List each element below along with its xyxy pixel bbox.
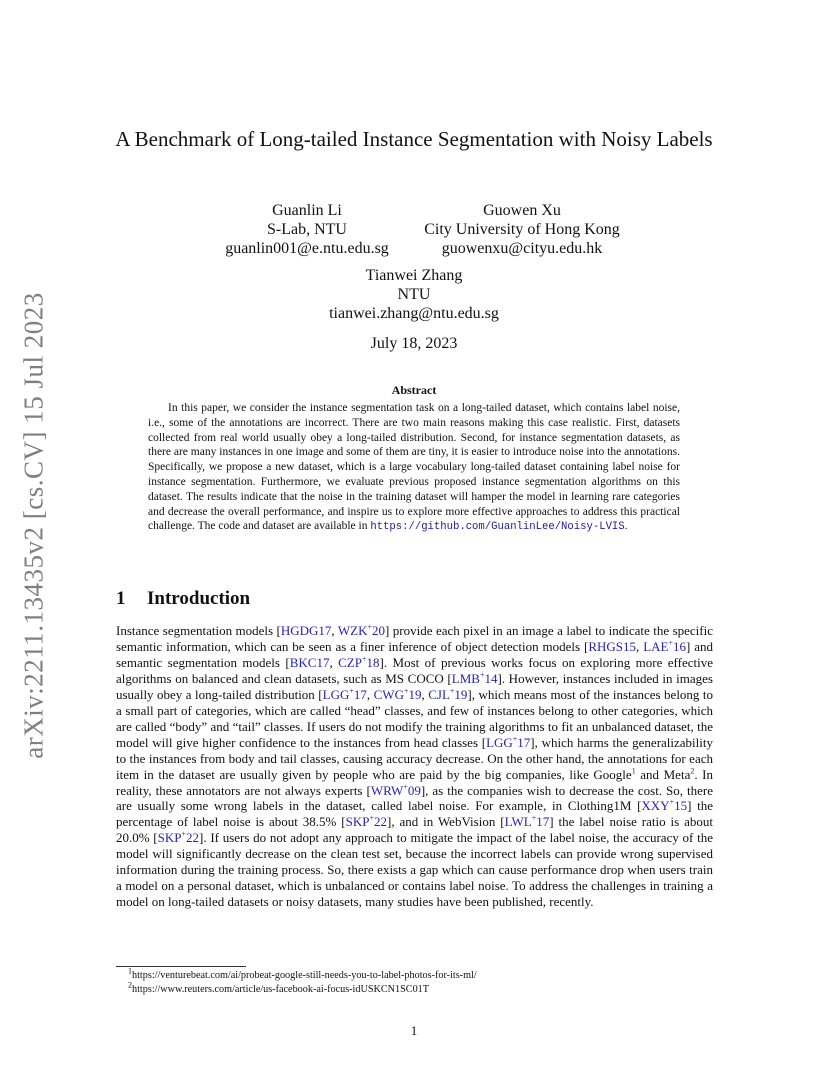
text-run: , <box>331 623 338 638</box>
text-run: ], as the companies wish to decrease the cost. So, there are usually some wrong labels in the dataset, called label noise. For example, in Clothing1M [ <box>116 782 713 814</box>
text-run: ] and semantic segmentation models [ <box>116 638 714 670</box>
citation-link[interactable]: HGDG17 <box>280 623 332 638</box>
text-run: ]. However, instances included in images usually obey a long-tailed distribution [ <box>116 670 713 702</box>
author-affiliation: NTU <box>397 286 431 303</box>
section-heading <box>116 588 250 610</box>
citation-link[interactable]: LGG+17 <box>486 734 531 750</box>
citation-link[interactable]: LAE+16 <box>643 638 686 654</box>
citation-link[interactable]: SKP+22 <box>345 814 387 830</box>
text-run: ]. Most of previous works focus on exploring more effective algorithms on balanced and clean datasets, such as MS COCO [ <box>116 654 714 686</box>
citation-link[interactable]: WRW+09 <box>370 782 421 798</box>
page-number: 1 <box>410 1023 418 1038</box>
abstract-end: . <box>624 520 628 533</box>
introduction-paragraph <box>116 623 713 910</box>
text-run: ]. If users do not adopt any approach to mitigate the impact of the label noise, the accuracy of the model will significantly decrease on the clean test set, because the incorrect labels can provide wrong supervised information during the training process. So, there exists a gap which can cause performance drop when users train a model on a personal dataset, which is unbalanced or contains label noise. To address the challenges in training a model on long-tailed datasets or noisy datasets, many studies have been published, recently. <box>116 830 713 910</box>
paper-title: A Benchmark of Long-tailed Instance Segmentation with Noisy Labels <box>115 127 713 151</box>
section-number: 1 <box>116 588 126 609</box>
author-name: Tianwei Zhang <box>365 267 463 284</box>
citation-link[interactable]: WZK+20 <box>337 622 386 638</box>
citation-link[interactable]: LMB+14 <box>451 670 498 686</box>
citation-link[interactable]: LWL+17 <box>504 814 550 830</box>
arxiv-stamp <box>14 290 54 760</box>
author-block <box>187 201 427 258</box>
author-email: tianwei.zhang@ntu.edu.sg <box>329 305 499 322</box>
citation-link[interactable]: CWG+19 <box>373 686 422 702</box>
text-run: . In reality, these annotators are not always experts [ <box>116 766 713 798</box>
code-link[interactable]: https://github.com/GuanlinLee/Noisy-LVIS <box>370 521 625 534</box>
author-email: guanlin001@e.ntu.edu.sg <box>225 240 389 257</box>
text-run: ], which harms the generalizability to the instances from body and tail classes, causing accuracy decrease. On the other hand, the annotations for each item in the dataset are usually given by people who are paid by the big companies, like Google <box>116 734 713 782</box>
footnote-marker[interactable]: 1 <box>631 766 636 776</box>
author-name: Guowen Xu <box>483 202 561 219</box>
abstract-body <box>148 401 680 535</box>
text-run: ] provide each pixel in an image a label to indicate the specific semantic information, which can be seen as a finer inference of object detection models [ <box>116 623 713 654</box>
footnote-item[interactable]: $^2$https://www.reuters.com/article/us-facebook-ai-focus-idUSKCN1SC01T <box>128 980 429 995</box>
citation-link[interactable]: CJL+19 <box>428 686 468 702</box>
text-run: , <box>329 654 339 670</box>
text-run: and Meta <box>635 766 691 782</box>
citation-link[interactable]: LGG+17 <box>322 686 367 702</box>
publication-date: July 18, 2023 <box>370 335 458 352</box>
citation-link[interactable]: RHGS15 <box>588 638 637 654</box>
text-run: ] the label noise ratio is about 20.0% [ <box>116 814 713 846</box>
author-block <box>400 201 644 258</box>
citation-link[interactable]: XXY+15 <box>641 798 688 814</box>
text-run: ] the percentage of label noise is about 38.5% [ <box>116 798 713 830</box>
text-run: Instance segmentation models [ <box>116 623 281 638</box>
abstract-text: In this paper, we consider the instance segmentation task on a long-tailed dataset, which contains label noise, i.e., some of the annotations are incorrect. There are two main reasons making this case realistic. First, datasets collected from real world usually obey a long-tailed distribution. Second, for instance segmentation datasets, as there are many instances in one image and some of them are tiny, it is easier to introduce noise into the annotations. Specifically, we propose a new dataset, which is a large vocabulary long-tailed dataset containing label noise for instance segmentation. Furthermore, we evaluate previous proposed instance segmentation algorithms on this dataset. The results indicate that the noise in the training dataset will hamper the model in learning rare categories and decrease the overall performance, and inspire us to explore more effective approaches to address this practical challenge. The code and dataset are available in <box>148 402 680 533</box>
citation-link[interactable]: BKC17 <box>289 654 330 670</box>
author-affiliation: S-Lab, NTU <box>267 221 347 238</box>
footnotes <box>116 966 716 996</box>
author-block <box>294 266 534 323</box>
arxiv-stamp-text: arXiv:2211.13435v2 [cs.CV] 15 Jul 2023 <box>18 291 49 759</box>
section-title: Introduction <box>147 588 251 609</box>
text-run: , <box>421 686 429 702</box>
citation-link[interactable]: SKP+22 <box>157 830 200 846</box>
citation-link[interactable]: CZP+18 <box>338 654 380 670</box>
text-run: , <box>366 686 374 702</box>
abstract-heading: Abstract <box>391 383 437 397</box>
text-run: , <box>636 638 644 654</box>
author-name: Guanlin Li <box>272 202 342 219</box>
author-email: guowenxu@cityu.edu.hk <box>441 240 603 257</box>
text-run: ], which means most of the instances belong to a small part of categories, which are called “head” classes, and few of instances belong to other categories, which are called “body” and “tail” classes. If users do not modify the training algorithms to fit an unbalanced dataset, the model will give higher confidence to the instances from head classes [ <box>116 686 714 750</box>
footnote-marker[interactable]: 2 <box>690 766 695 776</box>
footnote-item[interactable]: $^1$https://venturebeat.com/ai/probeat-google-still-needs-you-to-label-photos-for-its-ml/ <box>128 966 477 981</box>
text-run: ], and in WebVision [ <box>387 814 505 830</box>
footnote-rule <box>116 966 246 967</box>
author-affiliation: City University of Hong Kong <box>424 221 620 238</box>
